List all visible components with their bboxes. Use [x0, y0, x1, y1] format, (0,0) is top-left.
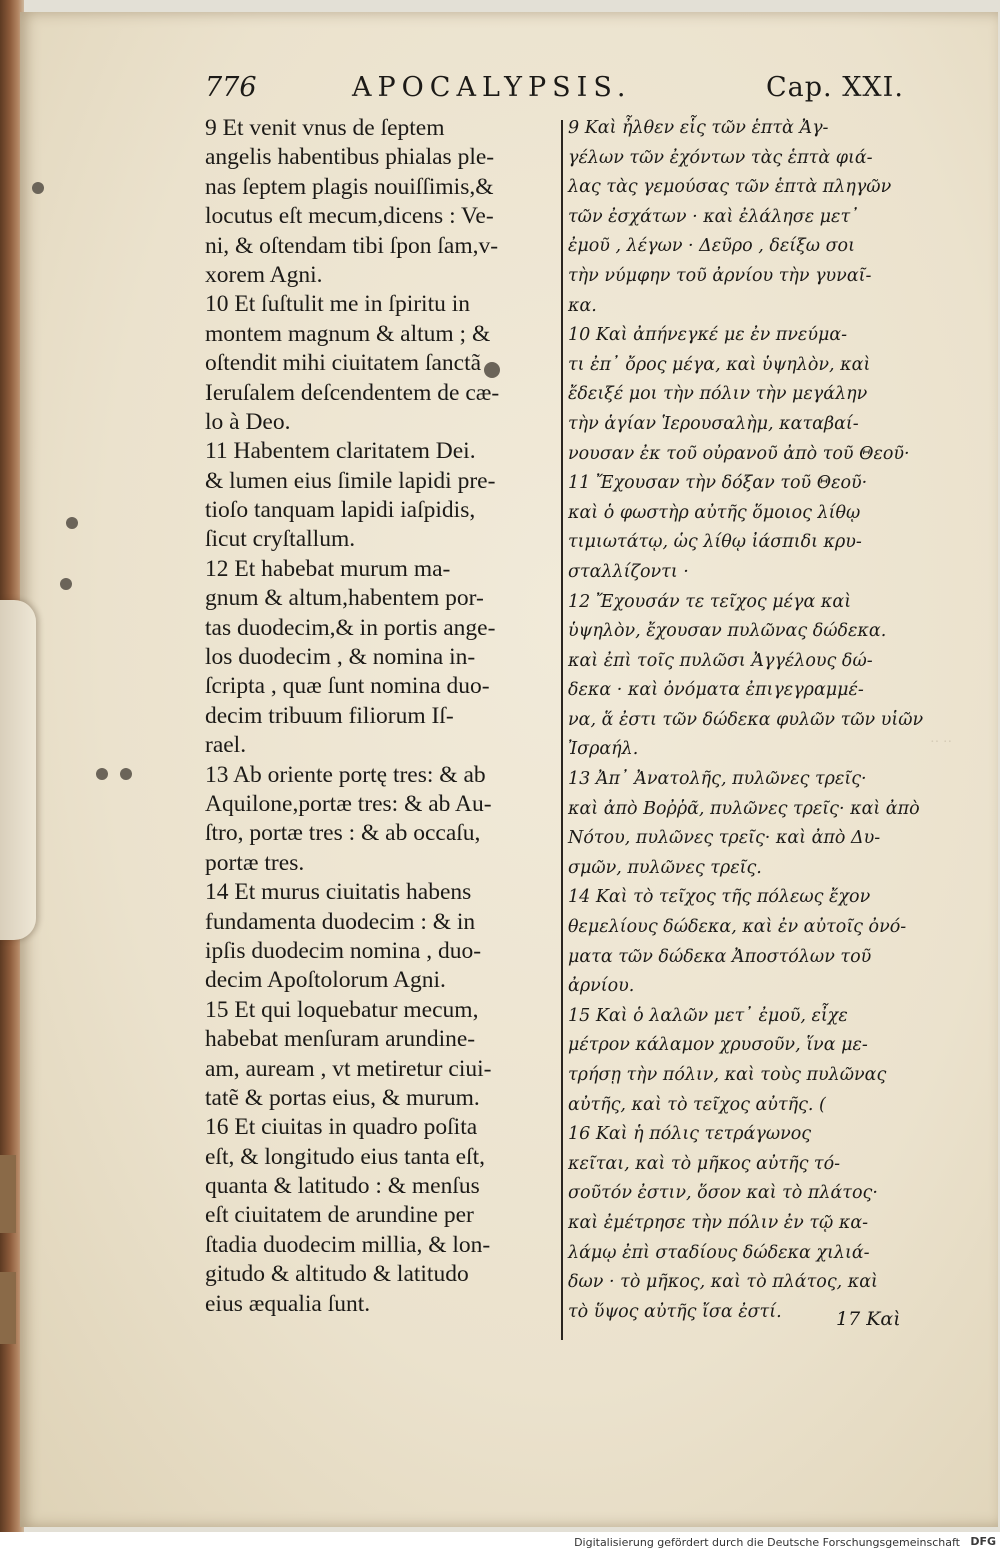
latin-text-line: 10 Et ſuſtulit me in ſpiritu in — [205, 291, 471, 318]
latin-text-line: ipſis duodecim nomina , duo- — [205, 937, 482, 964]
page-clasp — [0, 600, 36, 940]
latin-text-line: Ieruſalem deſcendentem de cæ- — [205, 379, 500, 406]
greek-text-line: Ἰσραήλ. — [568, 739, 639, 760]
greek-text-line: 11 Ἔχουσαν τὴν δόξαν τοῦ Θεοῦ· — [568, 473, 868, 494]
latin-text-line: locutus eſt mecum,dicens : Ve- — [205, 203, 494, 230]
book-tab — [0, 1155, 16, 1233]
latin-text-line: los duodecim , & nomina in- — [205, 644, 476, 671]
greek-text-line: λας τὰς γεμούσας τῶν ἑπτὰ πληγῶν — [568, 177, 892, 198]
latin-text-line: portæ tres. — [205, 849, 305, 876]
latin-text-line: nas ſeptem plagis nouiſſimis,& — [205, 173, 494, 200]
greek-text-line: λάμῳ ἐπὶ σταδίους δώδεκα χιλιά- — [568, 1242, 870, 1263]
greek-text-line: θεμελίους δώδεκα, καὶ ἐν αὐτοῖς ὀνό- — [568, 917, 907, 938]
latin-text-line: ſtro, portæ tres : & ab occaſu, — [205, 820, 481, 847]
worm-hole — [66, 517, 78, 529]
greek-text-line: σμῶν, πυλῶνες τρεῖς. — [568, 857, 762, 878]
show-through-ink: ·· ·· — [930, 735, 953, 750]
latin-text-line: ni, & oſtendam tibi ſpon ſam,v- — [205, 232, 499, 259]
worm-hole — [96, 768, 108, 780]
chapter-heading: Cap. XXI. — [766, 72, 904, 103]
greek-text-line: καὶ ἀπὸ Βοῤῥᾶ, πυλῶνες τρεῖς· καὶ ἀπὸ — [568, 798, 920, 819]
footer-bar — [0, 1532, 1000, 1555]
greek-text-line: αὐτῆς, καὶ τὸ τεῖχος αὐτῆς. ( — [568, 1094, 826, 1115]
greek-text-line: τρήσῃ τὴν πόλιν, καὶ τοὺς πυλῶνας — [568, 1065, 887, 1085]
worm-hole — [32, 182, 44, 194]
latin-text-line: eſt, & longitudo eius tanta eſt, — [205, 1143, 485, 1170]
greek-text-line: μέτρον κάλαμον χρυσοῦν, ἵνα με- — [568, 1035, 868, 1056]
greek-text-line: 14 Καὶ τὸ τεῖχος τῆς πόλεως ἔχον — [568, 887, 871, 908]
running-title: APOCALYPSIS. — [352, 72, 632, 103]
greek-text-line: κα. — [568, 295, 597, 316]
latin-text-line: habebat menſuram arundine- — [205, 1026, 476, 1053]
latin-text-line: decim tribuum filiorum Iſ- — [205, 702, 454, 729]
latin-text-line: tas duodecim,& in portis ange- — [205, 614, 496, 641]
latin-text-line: xorem Agni. — [205, 261, 323, 288]
latin-text-line: eſt ciuitatem de arundine per — [205, 1202, 474, 1229]
greek-text-line: 10 Καὶ ἀπήνεγκέ με ἐν πνεύμα- — [568, 325, 848, 346]
latin-text-line: gnum & altum,habentem por- — [205, 585, 484, 612]
latin-text-line: tatẽ & portas eius, & murum. — [205, 1084, 480, 1111]
greek-column — [568, 114, 928, 1327]
greek-text-line: σοῦτόν ἐστιν, ὅσον καὶ τὸ πλάτος· — [568, 1183, 878, 1204]
latin-text-line: decim Apoſtolorum Agni. — [205, 967, 446, 994]
latin-text-line: ſicut cryſtallum. — [205, 526, 356, 553]
latin-text-line: tioſo tanquam lapidi iaſpidis, — [205, 497, 476, 524]
latin-text-line: montem magnum & altum ; & — [205, 320, 491, 347]
greek-text-line: κεῖται, καὶ τὸ μῆκος αὐτῆς τό- — [568, 1153, 841, 1174]
greek-text-line: να, ἅ ἐστι τῶν δώδεκα φυλῶν τῶν υἱῶν — [568, 709, 924, 730]
greek-text-line: δων · τὸ μῆκος, καὶ τὸ πλάτος, καὶ — [568, 1272, 878, 1293]
latin-text-line: rael. — [205, 732, 247, 759]
book-tab — [0, 1272, 16, 1344]
latin-text-line: 12 Et habebat murum ma- — [205, 555, 451, 582]
latin-text-line: ſcripta , quæ ſunt nomina duo- — [205, 673, 490, 700]
latin-text-line: 16 Et ciuitas in quadro poſita — [205, 1114, 478, 1141]
greek-text-line: τι ἐπ᾽ ὄρος μέγα, καὶ ὑψηλὸν, καὶ — [568, 354, 871, 375]
latin-text-line: 15 Et qui loquebatur mecum, — [205, 996, 479, 1023]
latin-text-line: lo à Deo. — [205, 408, 291, 435]
greek-text-line: τὴν νύμφην τοῦ ἀρνίου τὴν γυναῖ- — [568, 265, 872, 286]
greek-text-line: 15 Καὶ ὁ λαλῶν μετ᾽ ἐμοῦ, εἶχε — [568, 1005, 848, 1026]
latin-column — [205, 114, 557, 1319]
greek-text-line: γέλων τῶν ἐχόντων τὰς ἑπτὰ φιά- — [568, 147, 873, 168]
greek-text-line: ἔδειξέ μοι τὴν πόλιν τὴν μεγάλην — [568, 384, 868, 405]
latin-text-line: 9 Et venit vnus de ſeptem — [205, 115, 445, 141]
greek-text-line: ματα τῶν δώδεκα Ἀποστόλων τοῦ — [568, 946, 872, 967]
greek-text-line: νουσαν ἐκ τοῦ οὐρανοῦ ἀπὸ τοῦ Θεοῦ· — [568, 443, 910, 464]
greek-text-line: τῶν ἐσχάτων · καὶ ἐλάλησε μετ᾽ — [568, 206, 859, 227]
latin-text-line: 14 Et murus ciuitatis habens — [205, 879, 472, 906]
catchword: 17 Καὶ — [836, 1308, 901, 1330]
greek-text-line: τὸ ὕψος αὐτῆς ἴσα ἐστί. — [568, 1301, 782, 1322]
latin-text-line: fundamenta duodecim : & in — [205, 908, 476, 935]
greek-text-line: ἐμοῦ , λέγων · Δεῦρο , δείξω σοι — [568, 236, 855, 257]
latin-text-line: 13 Ab oriente portę tres: & ab — [205, 761, 486, 788]
latin-text-line: gitudo & altitudo & latitudo — [205, 1261, 469, 1288]
latin-text-line: Aquilone,portæ tres: & ab Au- — [205, 790, 492, 817]
latin-text-line: ſtadia duodecim millia, & lon- — [205, 1231, 491, 1258]
greek-text-line: ὑψηλὸν, ἔχουσαν πυλῶνας δώδεκα. — [568, 621, 887, 642]
greek-text-line: τιμιωτάτῳ, ὡς λίθῳ ἰάσπιδι κρυ- — [568, 532, 862, 553]
greek-text-line: καὶ ἐπὶ τοῖς πυλῶσι Ἀγγέλους δώ- — [568, 650, 873, 671]
worm-hole — [120, 768, 132, 780]
page-number: 776 — [205, 72, 257, 103]
column-divider — [561, 120, 563, 1340]
latin-text-line: eius æqualia ſunt. — [205, 1290, 371, 1317]
latin-text-line: angelis habentibus phialas ple- — [205, 144, 495, 171]
greek-text-line: 12 Ἔχουσάν τε τεῖχος μέγα καὶ — [568, 591, 852, 612]
greek-text-line: δεκα · καὶ ὀνόματα ἐπιγεγραμμέ- — [568, 680, 864, 701]
greek-text-line: 13 Ἀπ᾽ Ἀνατολῆς, πυλῶνες τρεῖς· — [568, 769, 867, 790]
greek-text-line: καὶ ὁ φωστὴρ αὐτῆς ὅμοιος λίθῳ — [568, 502, 861, 523]
latin-text-line: & lumen eius ſimile lapidi pre- — [205, 467, 496, 494]
funding-credit: Digitalisierung gefördert durch die Deutsche Forschungsgemeinschaft — [574, 1536, 960, 1549]
greek-text-line: Νότου, πυλῶνες τρεῖς· καὶ ἀπὸ Δυ- — [568, 828, 881, 849]
greek-text-line: 16 Καὶ ἡ πόλις τετράγωνος — [568, 1124, 812, 1145]
worm-hole — [60, 578, 72, 590]
latin-text-line: oſtendit mihi ciuitatem ſanctã — [205, 350, 482, 377]
greek-text-line: τὴν ἁγίαν Ἱερουσαλὴμ, καταβαί- — [568, 413, 859, 434]
dfg-logo: DFG — [970, 1535, 996, 1548]
greek-text-line: σταλλίζοντι · — [568, 561, 689, 582]
greek-text-line: ἀρνίου. — [568, 976, 635, 997]
greek-text-line: καὶ ἐμέτρησε τὴν πόλιν ἐν τῷ κα- — [568, 1212, 869, 1233]
latin-text-line: 11 Habentem claritatem Dei. — [205, 438, 476, 465]
greek-text-line: 9 Καὶ ἦλθεν εἷς τῶν ἑπτὰ Ἀγ- — [568, 118, 829, 138]
latin-text-line: am, auream , vt metiretur ciui- — [205, 1055, 492, 1082]
latin-text-line: quanta & latitudo : & menſus — [205, 1173, 480, 1200]
